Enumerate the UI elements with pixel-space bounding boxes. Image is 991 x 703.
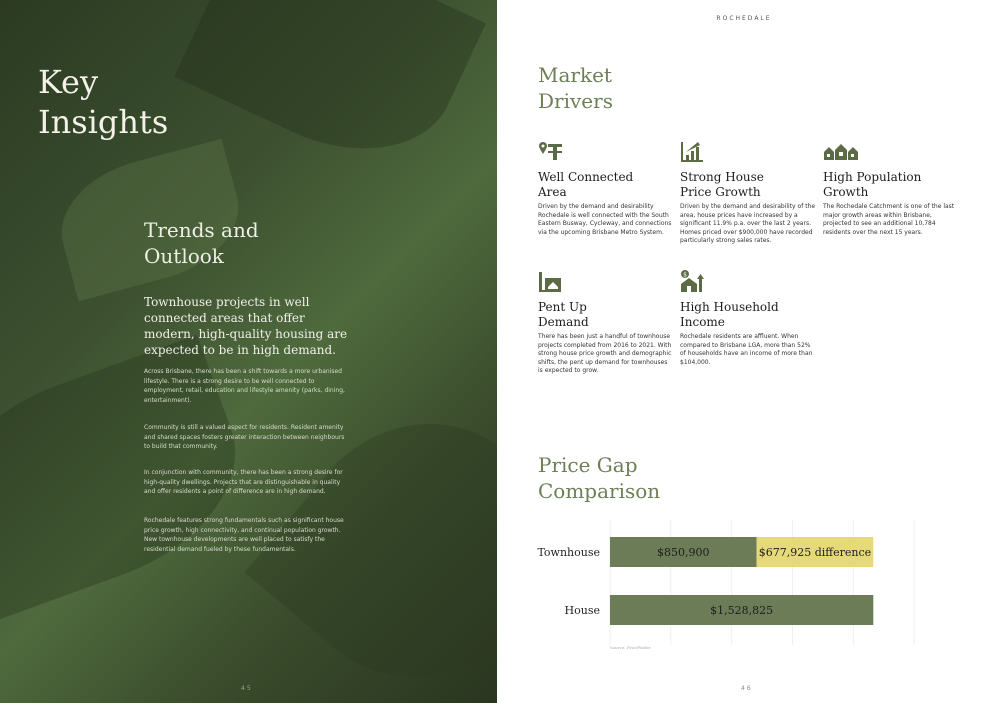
- body-paragraph: Rochedale features strong fundamentals such as significant house price growth, high connectivity, and continual population growth. New townhouse developments are well placed to satisfy the residential demand fueled by these fundamentals.: [144, 517, 344, 553]
- category-label: Townhouse: [537, 546, 600, 559]
- driver-title: High Household: [680, 300, 779, 314]
- driver-text: Driven by the demand and desirability of the area, house prices have increased by a significant 11.9% p.a. over the last 2 years. Homes priced over $900,000 have recorded particularly strong sales rates.: [680, 203, 816, 245]
- driver-title: Area: [538, 185, 567, 199]
- driver-title: High Population: [823, 170, 922, 184]
- lead-paragraph: Townhouse projects in well connected areas that offer modern, high-quality housing are expected to be in high demand.: [144, 295, 348, 357]
- chart-source: Source: PriceFinder: [610, 645, 651, 650]
- driver-title: Price Growth: [680, 185, 761, 199]
- category-label: House: [564, 604, 600, 617]
- houses-icon: [823, 140, 859, 164]
- page-number: 46: [741, 685, 753, 692]
- price-gap-title: Price Gap Comparison: [538, 453, 661, 503]
- driver-text: The Rochedale Catchment is one of the last major growth areas within Brisbane, projected to see an additional 10,784 residents over the next 15 years.: [823, 203, 955, 236]
- growth-chart-icon: [680, 140, 706, 164]
- data-label: $677,925 difference: [758, 546, 872, 559]
- right-page: [497, 0, 991, 703]
- section-title: Trends and Outlook: [144, 218, 259, 268]
- driver-title: Growth: [823, 185, 869, 199]
- driver-text: There has been just a handful of townhouse projects completed from 2016 to 2021. With strong house price growth and demographic shifts, the pent up demand for townhouses is expected to grow.: [538, 333, 672, 375]
- page-title: Key Insights: [38, 63, 169, 141]
- data-label: $1,528,825: [710, 604, 774, 617]
- transport-pin-icon: [538, 140, 564, 164]
- driver-title: Well Connected: [538, 170, 634, 184]
- body-paragraph: Community is still a valued aspect for residents. Resident amenity and shared spaces fosters greater interaction between neighbours to build that community.: [144, 424, 345, 450]
- driver-title: Strong House: [680, 170, 764, 184]
- body-paragraph: Across Brisbane, there has been a shift towards a more urbanised lifestyle. There is a strong desire to be well connected to employment, retail, education and lifestyle amenity (parks, dining, entertainment).: [144, 368, 345, 404]
- data-label: $850,900: [657, 546, 710, 559]
- driver-title: Income: [680, 315, 725, 329]
- driver-household-income: [680, 270, 816, 367]
- driver-pent-up-demand: [538, 270, 674, 376]
- svg-text:$: $: [683, 271, 687, 279]
- price-gap-chart: [527, 520, 967, 670]
- brand-header: ROCHEDALE: [716, 15, 772, 22]
- house-dollar-icon: [680, 270, 706, 294]
- house-sign-icon: [538, 270, 564, 294]
- driver-well-connected: [538, 140, 674, 237]
- driver-house-price-growth: [680, 140, 816, 246]
- driver-title: Demand: [538, 315, 589, 329]
- driver-text: Rochedale residents are affluent. When compared to Brisbane LGA, more than 52% of households have an income of more than $104,000.: [680, 333, 813, 366]
- page-number: 45: [241, 685, 253, 692]
- driver-text: Driven by the demand and desirability Rochedale is well connected with the South Eastern Busway, Cycleway, and connections via the upcoming Brisbane Metro System.: [538, 203, 672, 236]
- market-drivers-title: Market Drivers: [538, 63, 613, 113]
- driver-title: Pent Up: [538, 300, 587, 314]
- body-paragraph: In conjunction with community, there has been a strong desire for high-quality dwellings. Projects that are distinguishable in quality and offer residents a point of difference are in high demand.: [144, 469, 343, 495]
- driver-population-growth: [823, 140, 959, 237]
